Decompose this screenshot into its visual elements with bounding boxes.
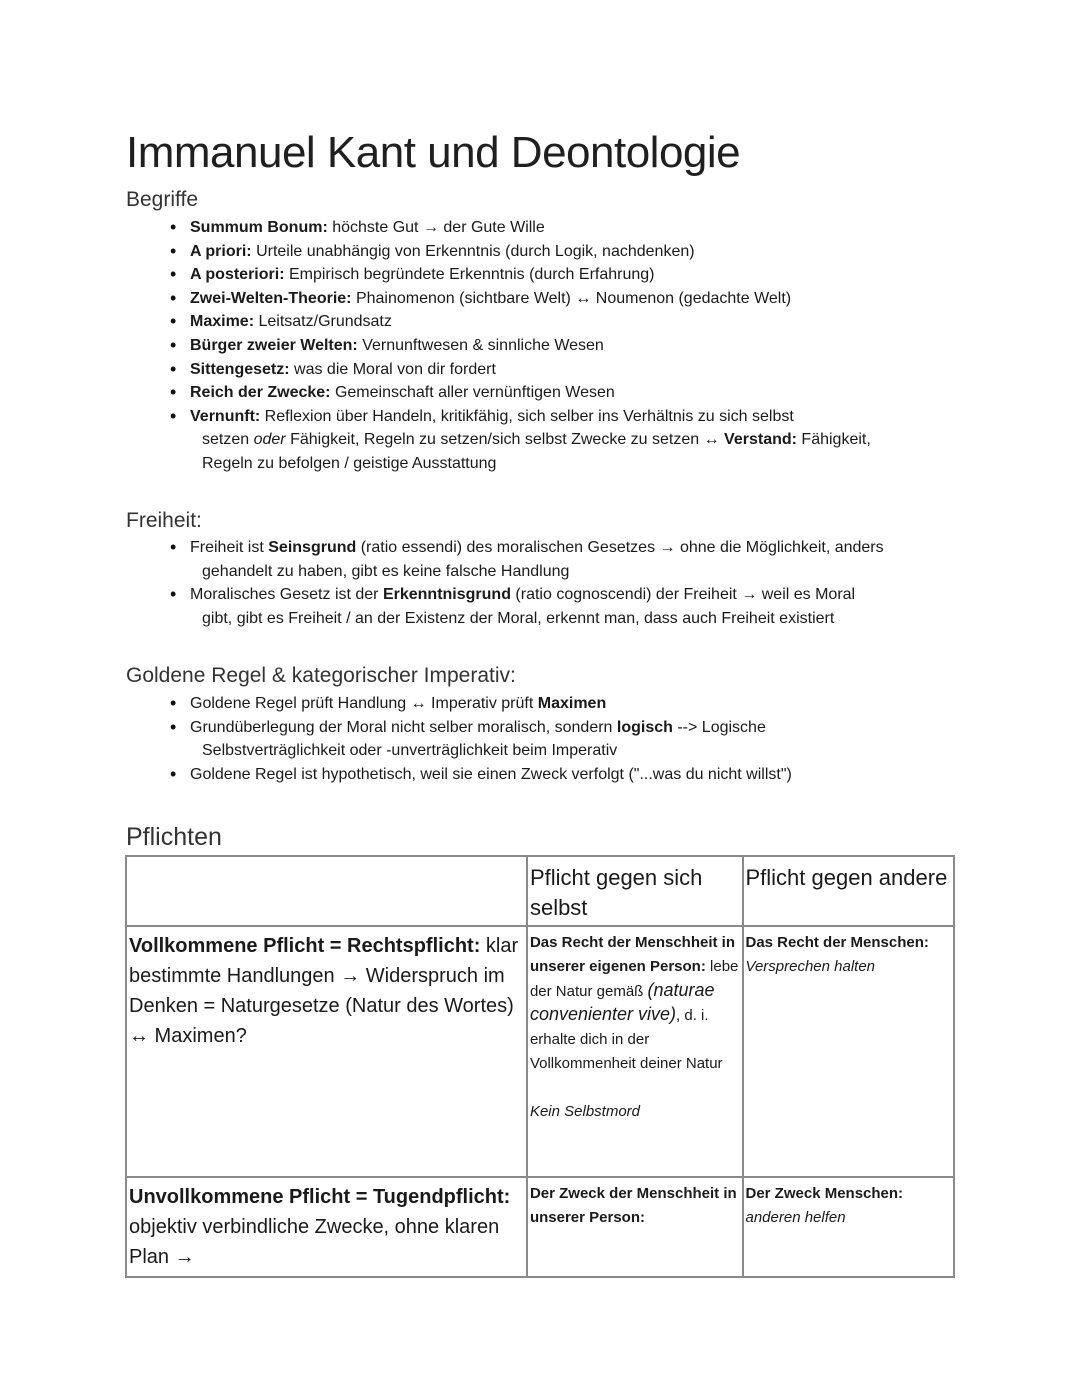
list-item: • Freiheit ist Seinsgrund (ratio essendi) des moralischen Gesetzes → ohne die Möglichkeit, anders gehandelt zu haben, gibt es keine falsche Handlung bbox=[170, 536, 970, 583]
table-cell-others-perfect: Das Recht der Menschen: Versprechen halten bbox=[743, 926, 955, 1177]
table-cell-self-imperfect: Der Zweck der Menschheit in unserer Person: bbox=[527, 1177, 743, 1277]
section-heading-begriffe: Begriffe bbox=[126, 188, 198, 211]
table-cell-self-perfect: Das Recht der Menschheit in unserer eigenen Person: lebe der Natur gemäß (naturae convenienter vive), d. i. erhalte dich in der Vollkommenheit deiner Natur Kein Selbstmord bbox=[527, 926, 743, 1177]
list-item: • A priori: Urteile unabhängig von Erkenntnis (durch Logik, nachdenken) bbox=[170, 240, 970, 264]
list-item: • Moralisches Gesetz ist der Erkenntnisgrund (ratio cognoscendi) der Freiheit → weil es Moral gibt, gibt es Freiheit / an der Existenz der Moral, erkennt man, dass auch Freiheit existiert bbox=[170, 583, 970, 630]
duties-table bbox=[125, 855, 955, 1278]
section-heading-pflichten: Pflichten bbox=[126, 823, 222, 851]
list-item: • Bürger zweier Welten: Vernunftwesen & sinnliche Wesen bbox=[170, 334, 970, 358]
list-item: • Sittengesetz: was die Moral von dir fordert bbox=[170, 358, 970, 382]
list-item: • Goldene Regel ist hypothetisch, weil sie einen Zweck verfolgt ("...was du nicht willst") bbox=[170, 763, 970, 787]
table-cell-others-imperfect: Der Zweck Menschen: anderen helfen bbox=[743, 1177, 955, 1277]
list-item: • Goldene Regel prüft Handlung ↔ Imperativ prüft Maximen bbox=[170, 692, 970, 716]
table-row bbox=[126, 1177, 954, 1277]
freiheit-list bbox=[170, 536, 970, 630]
table-header-row bbox=[126, 856, 954, 926]
list-item: • Reich der Zwecke: Gemeinschaft aller vernünftigen Wesen bbox=[170, 381, 970, 405]
note-kein-selbstmord: Kein Selbstmord bbox=[529, 1102, 641, 1120]
row-label-unvollkommene-pflicht: Unvollkommene Pflicht = Tugendpflicht: objektiv verbindliche Zwecke, ohne klaren Plan → bbox=[126, 1177, 527, 1277]
section-heading-freiheit: Freiheit: bbox=[126, 509, 202, 532]
section-heading-goldene-regel: Goldene Regel & kategorischer Imperativ: bbox=[126, 664, 516, 687]
list-item: • Zwei-Welten-Theorie: Phainomenon (sichtbare Welt) ↔ Noumenon (gedachte Welt) bbox=[170, 287, 970, 311]
row-label-vollkommene-pflicht: Vollkommene Pflicht = Rechtspflicht: klar bestimmte Handlungen → Widerspruch im Denken = Naturgesetze (Natur des Wortes) ↔ Maximen? bbox=[126, 926, 527, 1177]
regel-list bbox=[170, 692, 970, 786]
list-item-vernunft: • Vernunft: Reflexion über Handeln, kritikfähig, sich selber ins Verhältnis zu sich selbst setzen oder Fähigkeit, Regeln zu setzen/sich selbst Zwecke zu setzen ↔ Verstand: Fähigkeit, Regeln zu befolgen / geistige Ausstattung bbox=[170, 405, 970, 476]
column-header-self: Pflicht gegen sich selbst bbox=[527, 856, 743, 926]
document-title: Immanuel Kant und Deontologie bbox=[126, 128, 741, 177]
column-header-others: Pflicht gegen andere bbox=[743, 856, 955, 926]
table-corner-cell bbox=[126, 856, 527, 926]
list-item: • Grundüberlegung der Moral nicht selber moralisch, sondern logisch --> Logische Selbstverträglichkeit oder -unverträglichkeit beim Imperativ bbox=[170, 716, 970, 763]
list-item: • Summum Bonum: höchste Gut → der Gute Wille bbox=[170, 216, 970, 240]
table-row bbox=[126, 926, 954, 1177]
begriffe-list bbox=[170, 216, 970, 476]
list-item: • A posteriori: Empirisch begründete Erkenntnis (durch Erfahrung) bbox=[170, 263, 970, 287]
list-item: • Maxime: Leitsatz/Grundsatz bbox=[170, 310, 970, 334]
